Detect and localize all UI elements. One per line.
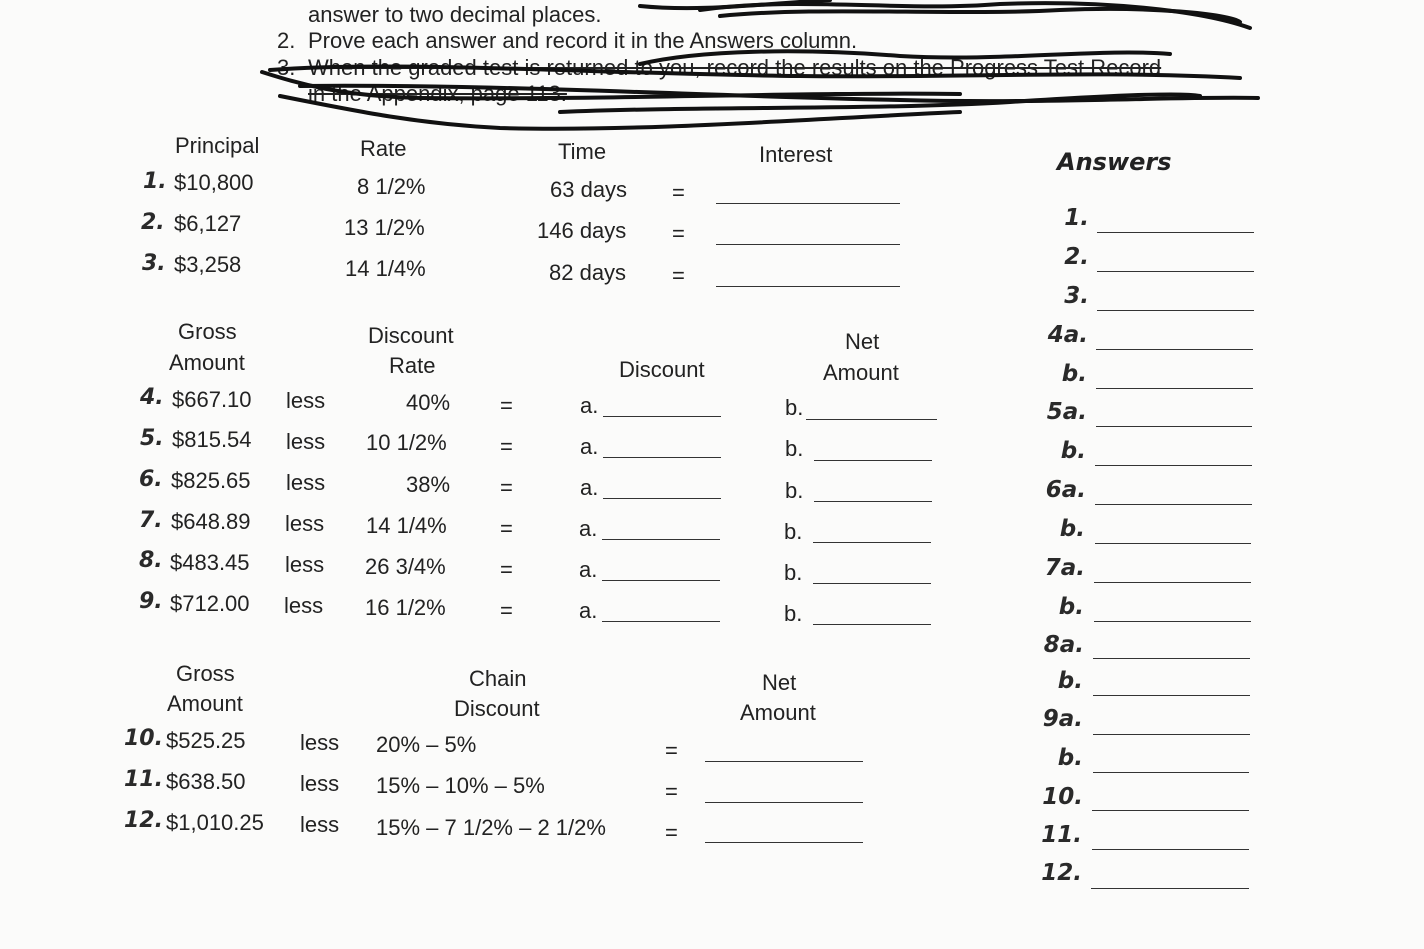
answer-label: b. bbox=[1058, 594, 1084, 620]
chain-value: 15% – 10% – 5% bbox=[376, 773, 545, 798]
chain-value: 20% – 5% bbox=[376, 732, 477, 757]
part-a-label: a. bbox=[579, 516, 598, 541]
answer-blank[interactable] bbox=[1096, 388, 1253, 389]
equals-sign: = bbox=[665, 738, 678, 763]
net-answer-blank[interactable] bbox=[814, 460, 932, 461]
less-label: less bbox=[286, 388, 326, 413]
answer-blank[interactable] bbox=[1095, 543, 1251, 544]
problem-number: 9. bbox=[139, 589, 163, 614]
equals-sign: = bbox=[500, 598, 513, 623]
rate-value: 14 1/4% bbox=[366, 513, 447, 538]
rate-value: 8 1/2% bbox=[357, 174, 426, 199]
time-value: 146 days bbox=[537, 218, 627, 243]
answer-label: 3. bbox=[1064, 283, 1089, 309]
discount-answer-blank[interactable] bbox=[603, 457, 721, 458]
interest-answer-blank[interactable] bbox=[716, 244, 900, 245]
pen-scribble bbox=[0, 0, 1424, 140]
time-value: 63 days bbox=[550, 177, 628, 202]
answer-blank[interactable] bbox=[1093, 772, 1249, 773]
answer-blank[interactable] bbox=[1095, 465, 1252, 466]
rate-value: 38% bbox=[406, 472, 451, 497]
answer-label: 2. bbox=[1064, 244, 1089, 270]
part-b-label: b. bbox=[785, 395, 804, 420]
answer-blank[interactable] bbox=[1095, 504, 1252, 505]
problem-number: 6. bbox=[139, 467, 163, 492]
less-label: less bbox=[284, 593, 324, 618]
part-a-label: a. bbox=[580, 393, 599, 418]
principal-value: $10,800 bbox=[174, 170, 254, 195]
part-b-label: b. bbox=[785, 478, 804, 503]
answer-blank[interactable] bbox=[1097, 271, 1254, 272]
equals-sign: = bbox=[500, 516, 513, 541]
answer-label: 12. bbox=[1041, 860, 1082, 886]
header-rate: Rate bbox=[360, 136, 407, 161]
part-b-label: b. bbox=[784, 560, 803, 585]
instruction-item-2-text: Prove each answer and record it in the Answers column. bbox=[308, 28, 858, 53]
answer-label: b. bbox=[1060, 438, 1086, 464]
answer-blank[interactable] bbox=[1096, 426, 1252, 427]
answer-label: 1. bbox=[1064, 205, 1089, 231]
answer-blank[interactable] bbox=[1092, 849, 1249, 850]
discount-answer-blank[interactable] bbox=[603, 416, 721, 417]
less-label: less bbox=[286, 429, 326, 454]
problem-number: 3. bbox=[142, 251, 166, 276]
header-gross: Gross bbox=[176, 661, 235, 686]
header-gross: Gross bbox=[178, 319, 237, 344]
part-a-label: a. bbox=[579, 557, 598, 582]
discount-answer-blank[interactable] bbox=[602, 621, 720, 622]
answer-blank[interactable] bbox=[1093, 658, 1250, 659]
discount-answer-blank[interactable] bbox=[603, 498, 721, 499]
equals-sign: = bbox=[665, 820, 678, 845]
answer-blank[interactable] bbox=[1094, 621, 1251, 622]
gross-value: $638.50 bbox=[166, 769, 246, 794]
rate-value: 26 3/4% bbox=[365, 554, 446, 579]
instruction-item-2-number: 2. bbox=[277, 28, 296, 53]
part-b-label: b. bbox=[785, 436, 804, 461]
instruction-line-1: answer to two decimal places. bbox=[308, 2, 602, 27]
header-principal: Principal bbox=[175, 133, 260, 158]
header-chain-discount: Discount bbox=[454, 696, 540, 721]
header-discount: Discount bbox=[619, 357, 705, 382]
answer-label: 8a. bbox=[1043, 632, 1084, 658]
part-a-label: a. bbox=[579, 598, 598, 623]
header-net-amount: Amount bbox=[740, 700, 816, 725]
gross-value: $648.89 bbox=[171, 509, 251, 534]
less-label: less bbox=[300, 812, 340, 837]
gross-value: $667.10 bbox=[172, 387, 252, 412]
rate-value: 13 1/2% bbox=[344, 215, 425, 240]
gross-value: $712.00 bbox=[170, 591, 250, 616]
problem-number: 8. bbox=[139, 548, 163, 573]
discount-answer-blank[interactable] bbox=[602, 539, 720, 540]
instruction-item-3-text: When the graded test is returned to you, record the results on the Progress Test Record bbox=[308, 55, 1162, 80]
net-answer-blank[interactable] bbox=[813, 583, 931, 584]
header-amount: Amount bbox=[167, 691, 243, 716]
rate-value: 10 1/2% bbox=[366, 430, 447, 455]
header-interest: Interest bbox=[759, 142, 833, 167]
answer-blank[interactable] bbox=[1093, 734, 1250, 735]
answer-label: b. bbox=[1057, 745, 1083, 771]
principal-value: $6,127 bbox=[174, 211, 242, 236]
instruction-item-3-text-cont: in the Appendix, page 113. bbox=[308, 81, 567, 106]
answers-title: Answers bbox=[1057, 148, 1172, 176]
problem-number: 11. bbox=[124, 767, 163, 792]
problem-number: 7. bbox=[139, 508, 163, 533]
equals-sign: = bbox=[665, 779, 678, 804]
header-amount: Amount bbox=[169, 350, 245, 375]
time-value: 82 days bbox=[549, 260, 627, 285]
equals-sign: = bbox=[500, 434, 513, 459]
rate-value: 16 1/2% bbox=[365, 595, 446, 620]
equals-sign: = bbox=[500, 475, 513, 500]
less-label: less bbox=[285, 552, 325, 577]
header-net: Net bbox=[762, 670, 797, 695]
answer-label: 5a. bbox=[1046, 399, 1087, 425]
interest-answer-blank[interactable] bbox=[716, 203, 900, 204]
chain-value: 15% – 7 1/2% – 2 1/2% bbox=[376, 815, 606, 840]
header-discount-rate-1: Discount bbox=[368, 323, 454, 348]
less-label: less bbox=[300, 730, 340, 755]
header-net: Net bbox=[845, 329, 880, 354]
header-net-amount: Amount bbox=[823, 360, 899, 385]
equals-sign: = bbox=[672, 221, 685, 246]
problem-number: 10. bbox=[124, 726, 163, 751]
header-time: Time bbox=[558, 139, 607, 164]
equals-sign: = bbox=[500, 393, 513, 418]
net-answer-blank[interactable] bbox=[813, 624, 931, 625]
part-b-label: b. bbox=[784, 519, 803, 544]
answer-label: 11. bbox=[1041, 822, 1082, 848]
interest-answer-blank[interactable] bbox=[716, 286, 900, 287]
answer-blank[interactable] bbox=[1097, 232, 1254, 233]
rate-value: 14 1/4% bbox=[345, 256, 426, 281]
gross-value: $1,010.25 bbox=[166, 810, 264, 835]
header-discount-rate-2: Rate bbox=[389, 353, 436, 378]
less-label: less bbox=[285, 511, 325, 536]
gross-value: $825.65 bbox=[171, 468, 251, 493]
answer-blank[interactable] bbox=[1094, 582, 1251, 583]
chain-answer-blank[interactable] bbox=[705, 761, 863, 762]
answer-label: 4a. bbox=[1047, 322, 1088, 348]
gross-value: $525.25 bbox=[166, 728, 246, 753]
problem-number: 4. bbox=[140, 385, 164, 410]
answer-blank[interactable] bbox=[1093, 695, 1250, 696]
net-answer-blank[interactable] bbox=[806, 419, 937, 420]
equals-sign: = bbox=[672, 180, 685, 205]
answer-blank[interactable] bbox=[1092, 810, 1249, 811]
discount-answer-blank[interactable] bbox=[602, 580, 720, 581]
problem-number: 12. bbox=[124, 808, 163, 833]
answer-blank[interactable] bbox=[1097, 310, 1254, 311]
equals-sign: = bbox=[500, 557, 513, 582]
problem-number: 5. bbox=[140, 426, 164, 451]
gross-value: $815.54 bbox=[172, 427, 252, 452]
net-answer-blank[interactable] bbox=[813, 542, 931, 543]
answer-label: 10. bbox=[1042, 784, 1083, 810]
chain-answer-blank[interactable] bbox=[705, 802, 863, 803]
problem-number: 2. bbox=[141, 210, 165, 235]
answer-label: b. bbox=[1061, 361, 1087, 387]
principal-value: $3,258 bbox=[174, 252, 242, 277]
answer-blank[interactable] bbox=[1091, 888, 1249, 889]
answer-label: b. bbox=[1059, 516, 1085, 542]
part-b-label: b. bbox=[784, 601, 803, 626]
less-label: less bbox=[286, 470, 326, 495]
answer-label: 6a. bbox=[1045, 477, 1086, 503]
header-chain: Chain bbox=[469, 666, 527, 691]
less-label: less bbox=[300, 771, 340, 796]
answer-label: 9a. bbox=[1042, 706, 1083, 732]
problem-number: 1. bbox=[143, 169, 167, 194]
answer-label: 7a. bbox=[1044, 555, 1085, 581]
equals-sign: = bbox=[672, 263, 685, 288]
chain-answer-blank[interactable] bbox=[705, 842, 863, 843]
rate-value: 40% bbox=[406, 390, 451, 415]
part-a-label: a. bbox=[580, 475, 599, 500]
gross-value: $483.45 bbox=[170, 550, 250, 575]
net-answer-blank[interactable] bbox=[814, 501, 932, 502]
answer-label: b. bbox=[1057, 668, 1083, 694]
part-a-label: a. bbox=[580, 434, 599, 459]
answer-blank[interactable] bbox=[1096, 349, 1253, 350]
instruction-item-3-number: 3. bbox=[277, 55, 296, 80]
